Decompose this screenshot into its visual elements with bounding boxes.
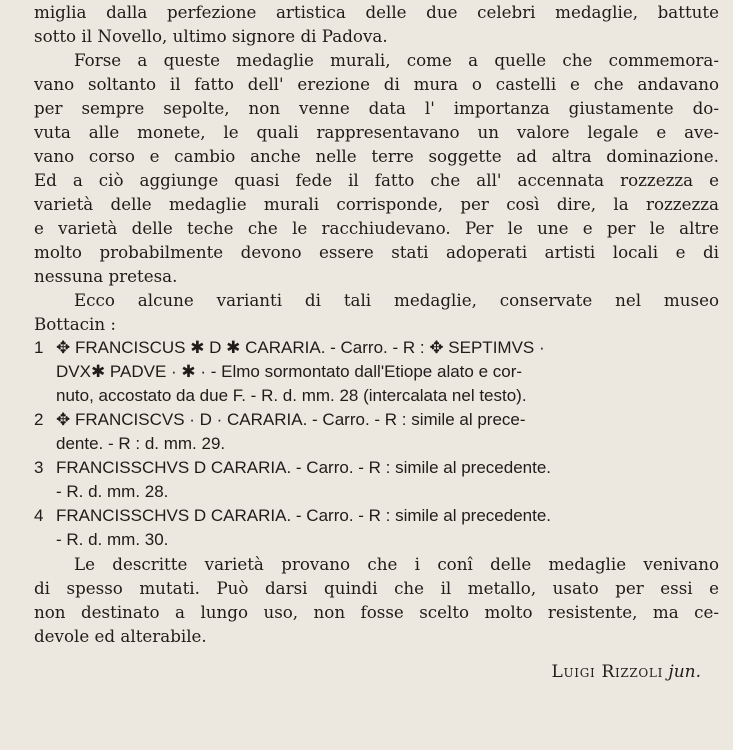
variant-number: 2: [34, 410, 44, 429]
variant-text: ✥ FRANCISCUS ✱ D ✱ CARARIA. - Carro. - R : ✥ SEPTIMVS ·: [56, 338, 545, 357]
paragraph-2-line-10: nessuna pretesa.: [34, 266, 178, 286]
variant-1-line-2: DVX✱ PADVE · ✱ · - Elmo sormontato dall'Etiope alato e cor-: [56, 362, 523, 381]
author-signature: [34, 660, 719, 684]
variant-1-line-3: nuto, accostato da due F. - R. d. mm. 28 (intercalata nel testo).: [56, 386, 527, 405]
variant-item: [34, 504, 719, 552]
paragraph-2-line-5: vano corso e cambio anche nelle terre soggette ad altra dominazione.: [34, 146, 719, 166]
paragraph-2-line-4: vuta alle monete, le quali rappresentavano un valore legale e ave-: [34, 122, 719, 142]
variant-3-line-1: [34, 456, 719, 480]
paragraph-1-line-1: miglia dalla perfezione artistica delle due celebri medaglie, battute: [34, 2, 719, 22]
variant-item: [34, 408, 719, 456]
variant-1-line-1: [34, 336, 719, 360]
paragraph-2-line-7: varietà delle medaglie murali corrisponde, per così dire, la rozzezza: [34, 194, 719, 214]
paragraph-3: [34, 288, 719, 336]
variant-3-line-2: - R. d. mm. 28.: [56, 482, 169, 501]
variant-4-line-2: - R. d. mm. 30.: [56, 530, 169, 549]
variant-2-line-1: [34, 408, 719, 432]
variant-2-line-2: dente. - R : d. mm. 29.: [56, 434, 226, 453]
paragraph-3-line-2: Bottacin :: [34, 314, 117, 334]
variant-item: [34, 336, 719, 408]
paragraph-1-line-2: sotto il Novello, ultimo signore di Padova.: [34, 26, 388, 46]
author-name: Luigi Rizzoli: [551, 662, 664, 682]
variant-list: [34, 336, 719, 552]
paragraph-4-line-4: devole ed alterabile.: [34, 626, 207, 646]
variant-text: FRANCISSCHVS D CARARIA. - Carro. - R : simile al precedente.: [56, 506, 552, 525]
variant-text: ✥ FRANCISCVS · D · CARARIA. - Carro. - R : simile al prece-: [56, 410, 526, 429]
paragraph-2-line-1: Forse a queste medaglie murali, come a quelle che commemora-: [74, 50, 719, 70]
paragraph-2-line-9: molto probabilmente devono essere stati adoperati artisti locali e di: [34, 242, 719, 262]
paragraph-3-line-1: Ecco alcune varianti di tali medaglie, conservate nel museo: [74, 290, 719, 310]
paragraph-4-line-3: non destinato a lungo uso, non fosse scelto molto resistente, ma ce-: [34, 602, 719, 622]
variant-number: 1: [34, 338, 44, 357]
variant-number: 4: [34, 506, 44, 525]
paragraph-2-line-2: vano soltanto il fatto dell' erezione di mura o castelli e che andavano: [34, 74, 719, 94]
variant-item: [34, 456, 719, 504]
variant-text: FRANCISSCHVS D CARARIA. - Carro. - R : simile al precedente.: [56, 458, 552, 477]
paragraph-1: [34, 0, 719, 48]
paragraph-4: [34, 552, 719, 648]
paragraph-2-line-3: per sempre sepolte, non venne data l' importanza giustamente do-: [34, 98, 719, 118]
paragraph-2: [34, 48, 719, 288]
author-suffix: jun.: [668, 662, 701, 682]
variant-4-line-1: [34, 504, 719, 528]
paragraph-4-line-2: di spesso mutati. Può darsi quindi che il metallo, usato per essi e: [34, 578, 719, 598]
paragraph-4-line-1: Le descritte varietà provano che i conî delle medaglie venivano: [74, 554, 719, 574]
variant-number: 3: [34, 458, 44, 477]
paragraph-2-line-8: e varietà delle teche che le racchiudevano. Per le une e per le altre: [34, 218, 719, 238]
paragraph-2-line-6: Ed a ciò aggiunge quasi fede il fatto che all' accennata rozzezza e: [34, 170, 719, 190]
